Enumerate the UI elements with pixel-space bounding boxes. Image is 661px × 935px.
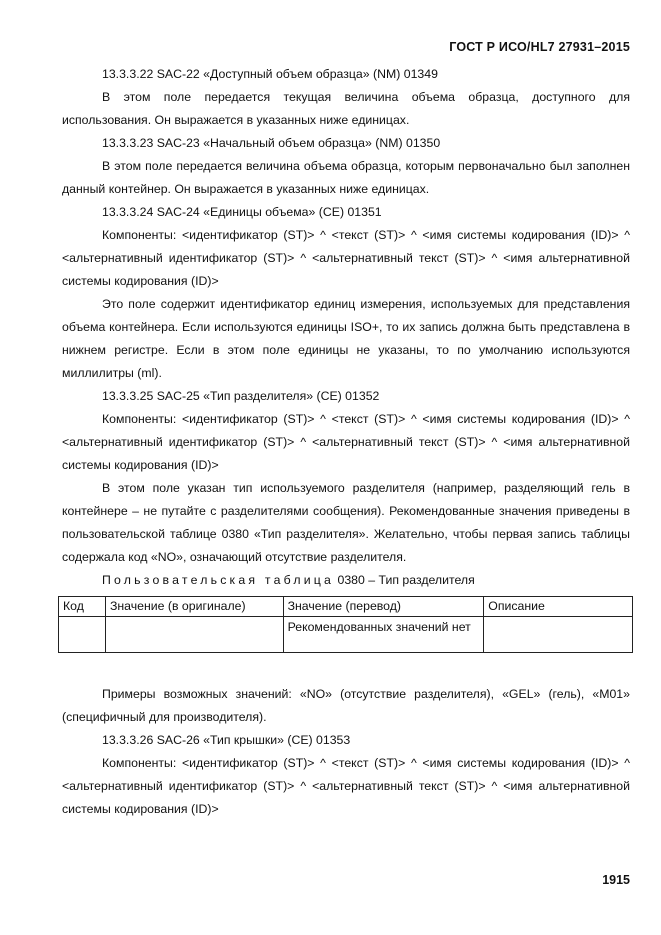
table-caption: [62, 569, 630, 592]
blocks-after-table: [62, 683, 630, 821]
table-cell: [59, 617, 106, 653]
paragraph: В этом поле передается текущая величина объема образца, доступного для использования. Он выражается в указанных ниже единицах.: [62, 90, 630, 127]
paragraph: Компоненты: <идентификатор (ST)> ^ <текст (ST)> ^ <имя системы кодирования (ID)> ^ <альтернативный идентификатор (ST)> ^ <альтернативный текст (ST)> ^ <имя альтернативной системы кодирования (ID)>: [62, 412, 630, 472]
paragraph: Компоненты: <идентификатор (ST)> ^ <текст (ST)> ^ <имя системы кодирования (ID)> ^ <альтернативный идентификатор (ST)> ^ <альтернативный текст (ST)> ^ <имя альтернативной системы кодирования (ID)>: [62, 756, 630, 816]
section-heading: 13.3.3.23 SAC-23 «Начальный объем образца» (NM) 01350: [102, 136, 441, 150]
table-row: [59, 617, 633, 653]
page-number: 1915: [602, 873, 630, 887]
column-header: Значение (в оригинале): [105, 597, 283, 617]
paragraph: В этом поле передается величина объема образца, которым первоначально был заполнен данный контейнер. Он выражается в указанных ниже единицах.: [62, 159, 630, 196]
table-caption-rest: 0380 – Тип разделителя: [334, 573, 475, 587]
table-header-row: [59, 597, 633, 617]
paragraph: Это поле содержит идентификатор единиц измерения, используемых для представления объема контейнера. Если используются единицы ISO+, то их запись должна быть представлена в нижнем регистре. Если в этом поле единицы не указаны, то по умолчанию используются миллилитры (ml).: [62, 297, 630, 380]
column-header: Описание: [484, 597, 633, 617]
section-heading: 13.3.3.26 SAC-26 «Тип крышки» (CE) 01353: [102, 733, 351, 747]
section-heading: 13.3.3.24 SAC-24 «Единицы объема» (CE) 01351: [102, 205, 382, 219]
blocks-before-table: [62, 63, 630, 569]
column-header: Значение (перевод): [283, 597, 484, 617]
column-header: Код: [59, 597, 106, 617]
document-body: [62, 63, 630, 821]
paragraph: В этом поле указан тип используемого разделителя (например, разделяющий гель в контейнере – не путайте с разделителями сообщения). Рекомендованные значения приведены в пользовательской таблице 0380 «Тип разделителя». Желательно, чтобы первая запись таблицы содержала код «NO», означающий отсутствие разделителя.: [62, 481, 630, 564]
paragraph: Компоненты: <идентификатор (ST)> ^ <текст (ST)> ^ <имя системы кодирования (ID)> ^ <альтернативный идентификатор (ST)> ^ <альтернативный текст (ST)> ^ <имя альтернативной системы кодирования (ID)>: [62, 228, 630, 288]
table-cell: [105, 617, 283, 653]
section-heading: 13.3.3.22 SAC-22 «Доступный объем образца» (NM) 01349: [102, 67, 438, 81]
separator-type-table: [58, 596, 633, 653]
document-header: ГОСТ Р ИСО/HL7 27931–2015: [449, 40, 630, 54]
paragraph: Примеры возможных значений: «NO» (отсутствие разделителя), «GEL» (гель), «M01» (специфичный для производителя).: [62, 687, 630, 724]
table-cell: Рекомендованных значений нет: [283, 617, 484, 653]
table-cell: [484, 617, 633, 653]
section-heading: 13.3.3.25 SAC-25 «Тип разделителя» (CE) 01352: [102, 389, 380, 403]
table-caption-prefix: Пользовательская таблица: [102, 573, 335, 587]
